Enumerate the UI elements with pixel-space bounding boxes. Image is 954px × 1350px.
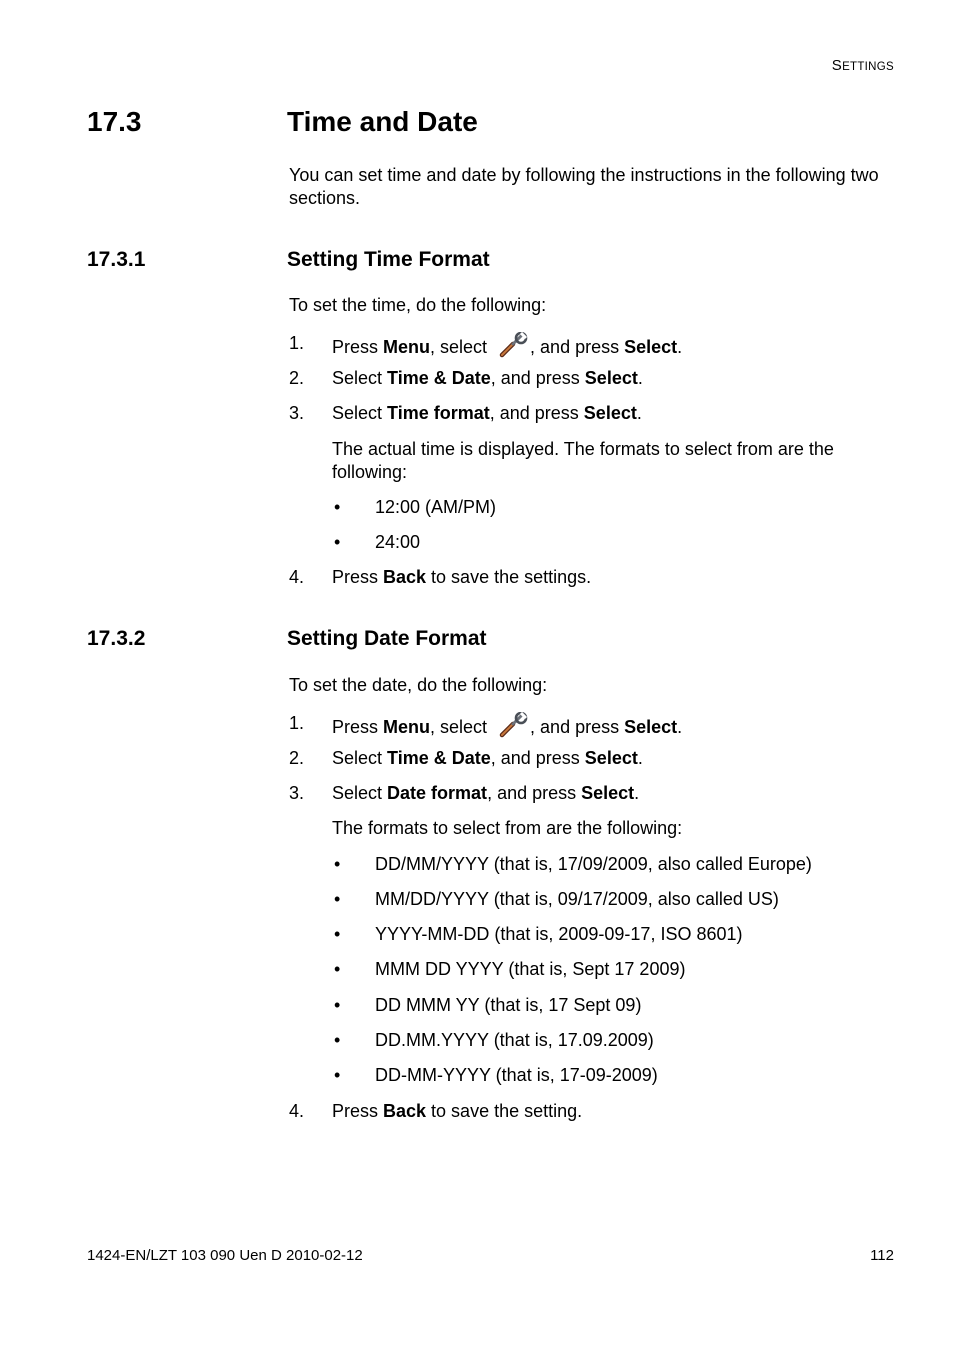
step-1-text: Press Menu, select , and press Select. xyxy=(332,712,682,739)
section-title: Time and Date xyxy=(287,106,478,137)
list-item: YYYY-MM-DD (that is, 2009-09-17, ISO 8601) xyxy=(375,924,743,944)
step-number: 4. xyxy=(289,1101,305,1121)
page-number: 112 xyxy=(870,1247,894,1264)
bullet-icon: • xyxy=(334,924,341,944)
step-number: 3. xyxy=(289,403,305,423)
step-4-text: Press Back to save the settings. xyxy=(332,567,592,587)
step-1-text: Press Menu, select , and press Select. xyxy=(332,332,682,359)
running-header: SETTINGS xyxy=(831,57,894,74)
list-item: DD-MM-YYYY (that is, 17-09-2009) xyxy=(375,1065,658,1085)
section-intro: You can set time and date by following the instructions in the following two sections. xyxy=(289,165,879,208)
list-item: DD/MM/YYYY (that is, 17/09/2009, also called Europe) xyxy=(375,854,812,874)
step-number: 3. xyxy=(289,783,305,803)
list-item: MMM DD YYYY (that is, Sept 17 2009) xyxy=(375,959,686,979)
step-3-text: Select Time format, and press Select. xyxy=(332,403,642,423)
subsection-1-title: Setting Time Format xyxy=(287,248,490,271)
list-item: DD.MM.YYYY (that is, 17.09.2009) xyxy=(375,1030,654,1050)
step-number: 4. xyxy=(289,567,305,587)
footer-doc-id: 1424-EN/LZT 103 090 Uen D 2010-02-12 xyxy=(87,1247,363,1264)
wrench-icon xyxy=(498,712,528,738)
subsection-2-number: 17.3.2 xyxy=(87,627,146,650)
step-4-text: Press Back to save the setting. xyxy=(332,1101,583,1121)
list-item: 12:00 (AM/PM) xyxy=(375,497,497,517)
subsection-1-number: 17.3.1 xyxy=(87,248,146,271)
section-number: 17.3 xyxy=(87,106,142,137)
step-number: 2. xyxy=(289,748,305,768)
list-item: MM/DD/YYYY (that is, 09/17/2009, also called US) xyxy=(375,889,779,909)
step-number: 1. xyxy=(289,713,305,733)
step-number: 2. xyxy=(289,368,305,388)
step-3-text: Select Date format, and press Select. xyxy=(332,783,640,803)
bullet-icon: • xyxy=(334,497,341,517)
step-3-note: The actual time is displayed. The formats to select from are the following: xyxy=(332,439,834,482)
bullet-icon: • xyxy=(334,889,341,909)
wrench-icon xyxy=(498,332,528,358)
step-3-note: The formats to select from are the following: xyxy=(332,818,683,838)
list-item: DD MMM YY (that is, 17 Sept 09) xyxy=(375,995,642,1015)
bullet-icon: • xyxy=(334,995,341,1015)
step-2-text: Select Time & Date, and press Select. xyxy=(332,748,643,768)
bullet-icon: • xyxy=(334,1065,341,1085)
bullet-icon: • xyxy=(334,959,341,979)
subsection-2-title: Setting Date Format xyxy=(287,627,487,650)
subsection-2-lead: To set the date, do the following: xyxy=(289,675,548,695)
subsection-1-lead: To set the time, do the following: xyxy=(289,295,547,315)
bullet-icon: • xyxy=(334,854,341,874)
bullet-icon: • xyxy=(334,1030,341,1050)
bullet-icon: • xyxy=(334,532,341,552)
step-2-text: Select Time & Date, and press Select. xyxy=(332,368,643,388)
list-item: 24:00 xyxy=(375,532,421,552)
step-number: 1. xyxy=(289,333,305,353)
